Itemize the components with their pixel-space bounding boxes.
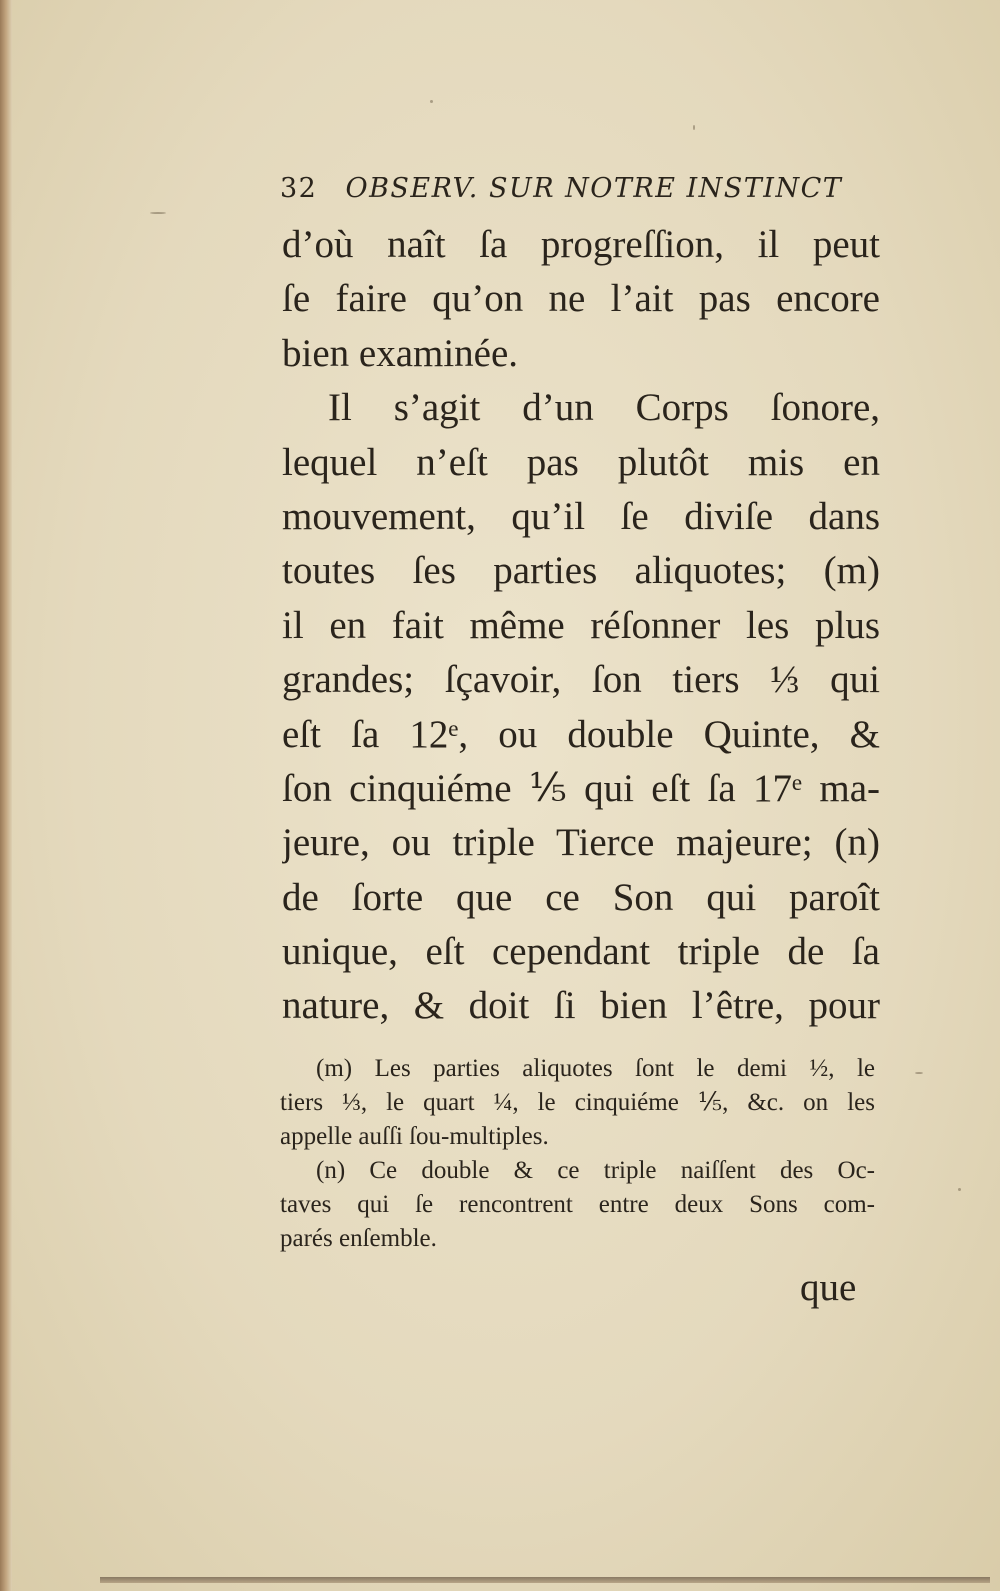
text-line: lequel n’eſt pas plutôt mis en <box>282 440 880 484</box>
body-text <box>282 218 880 1034</box>
footnotes <box>280 1052 875 1256</box>
text-line: d’où naît ſa progreſſion, il peut <box>282 223 880 266</box>
paper-speck <box>430 100 433 103</box>
text-line: ſon cinquiéme ⅕ qui eſt ſa 17ᵉ ma- <box>282 766 880 810</box>
text-line: eſt ſa 12ᵉ, ou double Quinte, & <box>282 712 880 756</box>
text-line: unique, eſt cependant triple de ſa <box>282 930 880 974</box>
footnote-line: (n) Ce double & ce triple naiſſent des Oc- <box>316 1157 875 1184</box>
text-line: bien examinée. <box>282 331 519 375</box>
footnote-line: taves qui ſe rencontrent entre deux Sons com- <box>280 1191 875 1218</box>
paper-speck <box>150 212 166 214</box>
page-number: 32 <box>280 173 318 204</box>
running-header <box>280 173 880 213</box>
footnote-line: tiers ⅓, le quart ¼, le cinquiéme ⅕, &c. on les <box>280 1089 875 1116</box>
binding-edge <box>0 0 12 1591</box>
text-line: toutes ſes parties aliquotes; (m) <box>282 549 880 593</box>
footnote-line: parés enſemble. <box>280 1225 437 1252</box>
text-line: mouvement, qu’il ſe diviſe dans <box>282 494 880 538</box>
text-line: il en fait même réſonner les plus <box>282 603 880 647</box>
page-bottom-edge <box>100 1577 990 1583</box>
text-line: jeure, ou triple Tierce majeure; (n) <box>282 821 880 865</box>
text-line: nature, & doit ſi bien l’être, pour <box>282 984 880 1028</box>
paper-speck <box>958 1188 961 1191</box>
paper-speck <box>915 1072 923 1074</box>
paper-speck <box>693 125 695 130</box>
catchword: que <box>800 1266 857 1309</box>
text-line: de ſorte que ce Son qui paroît <box>282 875 880 919</box>
text-line: ſe faire qu’on ne l’ait pas encore <box>282 277 880 321</box>
text-line: Il s’agit d’un Corps ſonore, <box>328 386 880 430</box>
running-title: OBSERV. SUR NOTRE INSTINCT <box>345 173 843 204</box>
text-line: grandes; ſçavoir, ſon tiers ⅓ qui <box>282 658 880 702</box>
footnote-line: (m) Les parties aliquotes ſont le demi ½, le <box>316 1055 875 1082</box>
footnote-line: appelle auſſi ſou-multiples. <box>280 1123 549 1150</box>
